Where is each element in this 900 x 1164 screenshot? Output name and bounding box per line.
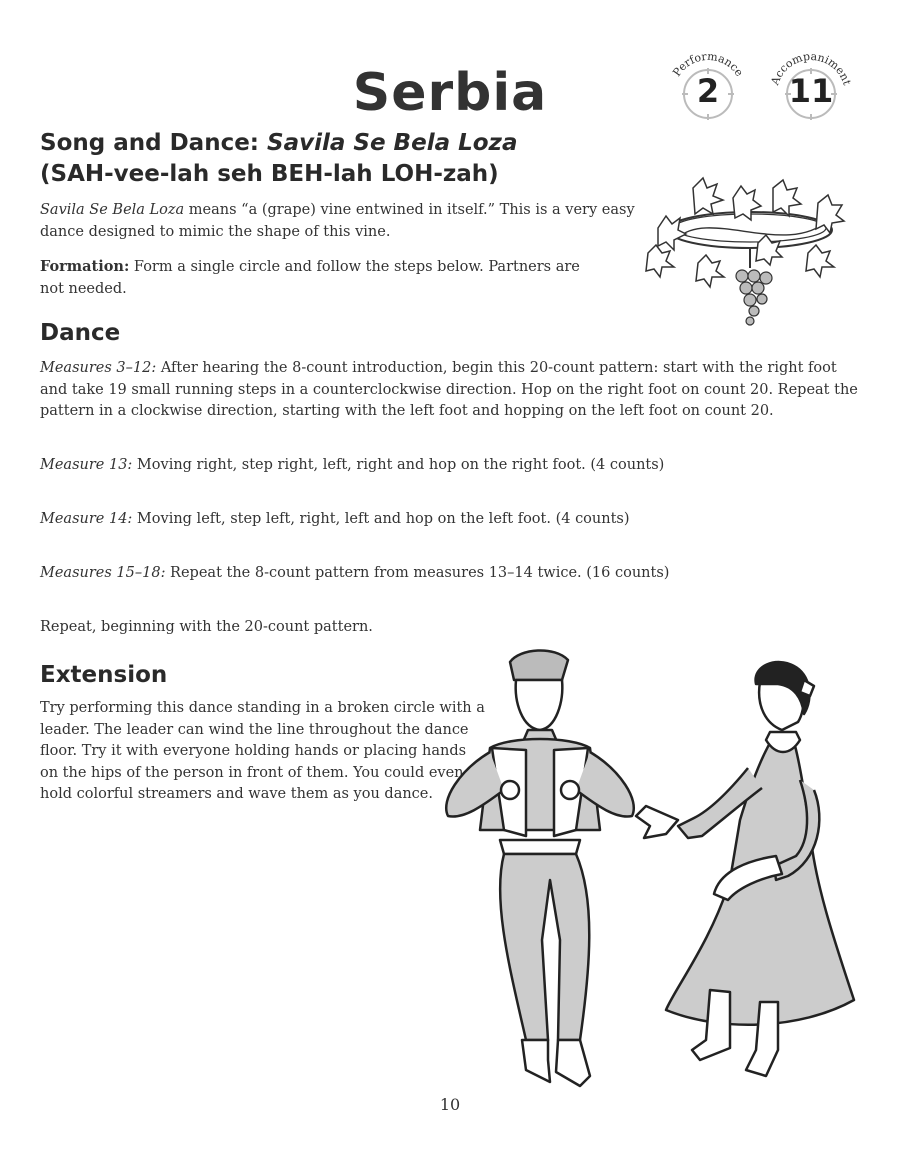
song-heading-title: Savila Se Bela Loza [267,130,518,156]
song-heading-prefix: Song and Dance: [40,130,268,156]
dance-closing: Repeat, beginning with the 20-count pattern. [40,619,373,635]
step-text: Repeat the 8-count pattern from measures 13–14 twice. (16 counts) [165,565,670,581]
badge-number: 11 [788,72,834,110]
formation-label: Formation: [40,258,130,275]
page-number: 10 [439,1095,461,1114]
badge-label: Accompaniment [768,49,854,87]
song-intro-text: means “a (grape) vine entwined in itself.” This is a very easy dance designed to mimic the shape of this vine. [40,202,635,240]
dance-heading: Dance [40,320,121,346]
step-text: Moving left, step left, right, left and hop on the left foot. (4 counts) [132,511,630,527]
dancers-icon [430,640,870,1100]
extension-heading: Extension [40,662,168,688]
grape-vine-icon [638,168,863,333]
step-label: Measure 14: [40,511,133,527]
step-text: After hearing the 8-count introduction, begin this 20-count pattern: start with the right foot and take 19 small running steps in a counterclockwise direction. Hop on the right foot on count 20. Repeat the pattern in a clockwise direction, starting with the left foot and hopping on the left foot on count 20. [40,360,858,419]
step-text: Moving right, step right, left, right and hop on the right foot. (4 counts) [132,457,665,473]
formation-paragraph [40,256,595,300]
song-intro [40,200,640,243]
performance-badge [660,44,756,128]
song-intro-title: Savila Se Bela Loza [40,202,185,218]
accompaniment-badge [763,44,859,128]
dance-step [40,563,862,585]
page-title: Serbia [352,62,548,123]
dance-step [40,358,862,423]
badge-number: 2 [696,72,720,110]
badge-label: Performance [670,49,746,79]
dance-step [40,455,862,477]
dance-step [40,509,862,531]
step-label: Measures 15–18: [40,565,166,581]
song-heading [40,128,517,190]
extension-paragraph: Try performing this dance standing in a broken circle with a leader. The leader can wind the line throughout the dance floor. Try it with everyone holding hands or placing hands on the hips of the person in front of them. You could even hold colorful streamers and wave them as you dance. [40,700,485,802]
step-label: Measure 13: [40,457,133,473]
formation-text: Form a single circle and follow the steps below. Partners are not needed. [40,259,580,297]
step-label: Measures 3–12: [40,360,157,376]
song-pronunciation: (SAH-vee-lah seh BEH-lah LOH-zah) [40,161,499,187]
